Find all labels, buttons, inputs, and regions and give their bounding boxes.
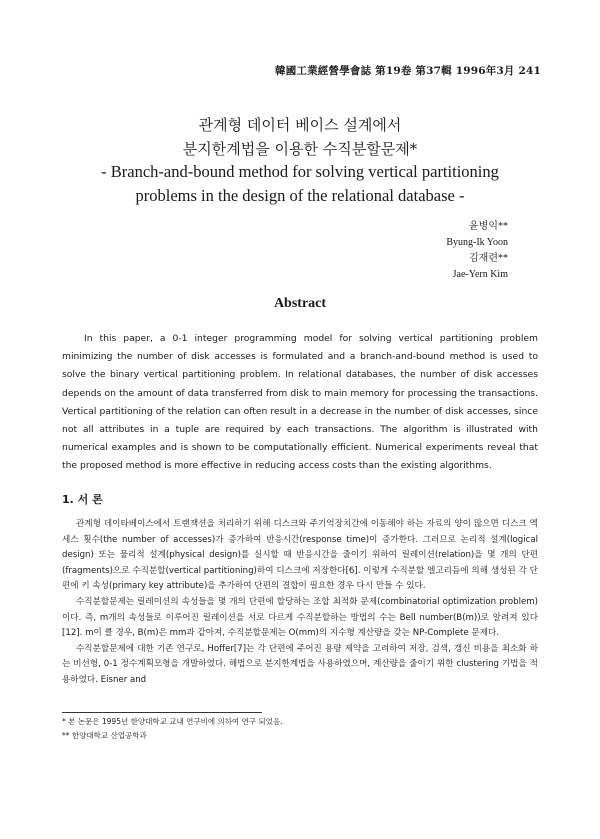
author-1-korean: 윤병익** bbox=[469, 221, 508, 232]
paragraph-2: 수직분할문제는 릴레이션의 속성들을 몇 개의 단편에 할당하는 조합 최적화 문제(combinatorial optimization problem)이다. 즉, m개의 속성들로 이루어진 릴레이션을 서로 다르게 수직분할하는 방법의 수는 Bell number(B(m))로 알려져 있다[12]. m이 클 경우, B(m)은 mm과 같아져, 수직분할문제는 O(mm)의 지수형 계산량을 갖는 NP-Complete 문제다. bbox=[62, 596, 538, 639]
section-heading: 1. 서 론 bbox=[62, 493, 103, 506]
title-korean-line1: 관계형 데이터 베이스 설계에서 bbox=[198, 116, 402, 134]
abstract-heading: Abstract bbox=[273, 296, 327, 311]
footnote-1: * 본 논문은 1995년 한양대학교 교내 연구비에 의하여 연구 되었음. bbox=[62, 717, 283, 726]
author-2-english: Jae-Yern Kim bbox=[452, 269, 508, 280]
journal-header: 韓國工業經營學會誌 第19卷 第37輯 1996年3月 241 bbox=[275, 65, 541, 77]
title-english-line1: - Branch-and-bound method for solving vertical partitioning bbox=[101, 162, 499, 181]
abstract-text bbox=[62, 330, 538, 476]
title-english-line2: problems in the design of the relational database - bbox=[135, 186, 465, 205]
paragraph-1: 관계형 데이타베이스에서 트랜잭션을 처리하기 위해 디스크와 주기억장치간에 이동해야 하는 자료의 양이 많으면 디스크 엑세스 횟수(the number of accesses)가 증가하여 반응시간(response time)이 증가한다. 그러므로 논리적 설계(logical design) 또는 물리적 설계(physical design)를 실시할 때 반응시간을 줄이기 위하여 릴레이션(relation)을 몇 개의 단편(fragments)으로 수직분할(vertical partitioning)하여 디스크에 저장한다[6]. 이렇게 수직분할 엘고리듬에 의해 생성된 각 단편에 키 속성(primary key attribute)을 추가하여 단편의 결합이 필요한 경우 다시 만들 수 있다. bbox=[62, 519, 538, 592]
title-korean-line2: 분지한계법을 이용한 수직분할문제* bbox=[182, 140, 418, 158]
section-body bbox=[62, 517, 538, 689]
abstract-body: In this paper, a 0-1 integer programming model for solving vertical partitioning problem minimizing the number of disk accesses is formulated and a branch-and-bound method is used to solve the binary vertical partitioning problem. In relational databases, the number of disk accesses depends on the amount of data transferred from disk to main memory for processing the transactions. Vertical partitioning of the relation can often result in a decrease in the number of disk accesses, since not all attributes in a tuple are required by each transactions. The algorithm is illustrated with numerical examples and is shown to be computationally efficient. Numerical experiments reveal that the proposed method is more effective in reducing access costs than the existing algorithms. bbox=[62, 333, 538, 472]
footnote-2: ** 한양대학교 산업공학과 bbox=[62, 731, 147, 740]
footnote-divider bbox=[62, 712, 262, 713]
author-1-english: Byung-Ik Yoon bbox=[446, 237, 508, 248]
author-2-korean: 김재련** bbox=[469, 253, 508, 264]
paragraph-3: 수직분할문제에 대한 기존 연구로, Hoffer[7]는 각 단편에 주어진 용량 제약을 고려하여 저장, 검색, 갱신 비용을 최소화 하는 비선형, 0-1 정수계획모형을 개발하였다. 해법으로 분지한계법을 사용하였으며, 계산량을 줄이기 위한 clustering 기법을 적용하였다. Eisner and bbox=[62, 643, 538, 685]
